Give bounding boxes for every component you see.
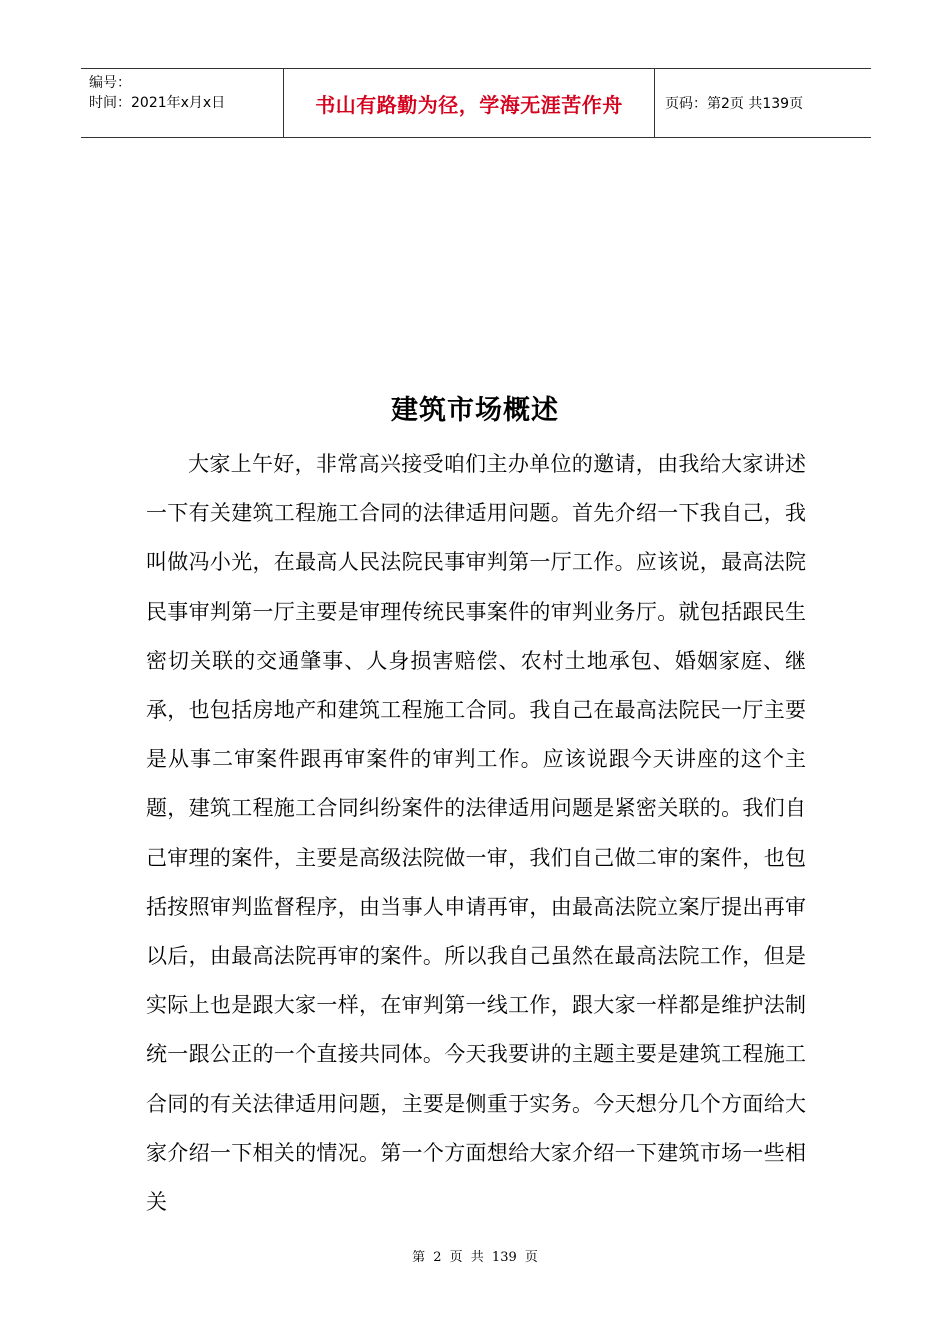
document-number-label: 编号：: [89, 75, 131, 91]
document-title: 建筑市场概述: [391, 395, 559, 426]
page-header: [81, 68, 871, 138]
page-footer: 第 2 页 共 139 页: [412, 1250, 538, 1265]
body-paragraph: 大家上午好，非常高兴接受咱们主办单位的邀请，由我给大家讲述一下有关建筑工程施工合同的法律适用问题。首先介绍一下我自己，我叫做冯小光，在最高人民法院民事审判第一厅工作。应该说，最高法院民事审判第一厅主要是审理传统民事案件的审判业务厅。就包括跟民生密切关联的交通肇事、人身损害赔偿、农村土地承包、婚姻家庭、继承，也包括房地产和建筑工程施工合同。我自己在最高法院民一厅主要是从事二审案件跟再审案件的审判工作。应该说跟今天讲座的这个主题，建筑工程施工合同纠纷案件的法律适用问题是紧密关联的。我们自己审理的案件，主要是高级法院做一审，我们自己做二审的案件，也包括按照审判监督程序，由当事人申请再审，由最高法院立案厅提出再审以后，由最高法院再审的案件。所以我自己虽然在最高法院工作，但是实际上也是跟大家一样，在审判第一线工作，跟大家一样都是维护法制统一跟公正的一个直接共同体。今天我要讲的主题主要是建筑工程施工合同的有关法律适用问题，主要是侧重于实务。今天想分几个方面给大家介绍一下相关的情况。第一个方面想给大家介绍一下建筑市场一些相关: [146, 452, 806, 1215]
header-motto: 书山有路勤为径，学海无涯苦作舟: [283, 69, 655, 137]
header-meta: [81, 69, 283, 137]
header-page-info: 页码：第2页 共139页: [665, 96, 804, 112]
document-date: 时间：2021年x月x日: [89, 95, 226, 111]
